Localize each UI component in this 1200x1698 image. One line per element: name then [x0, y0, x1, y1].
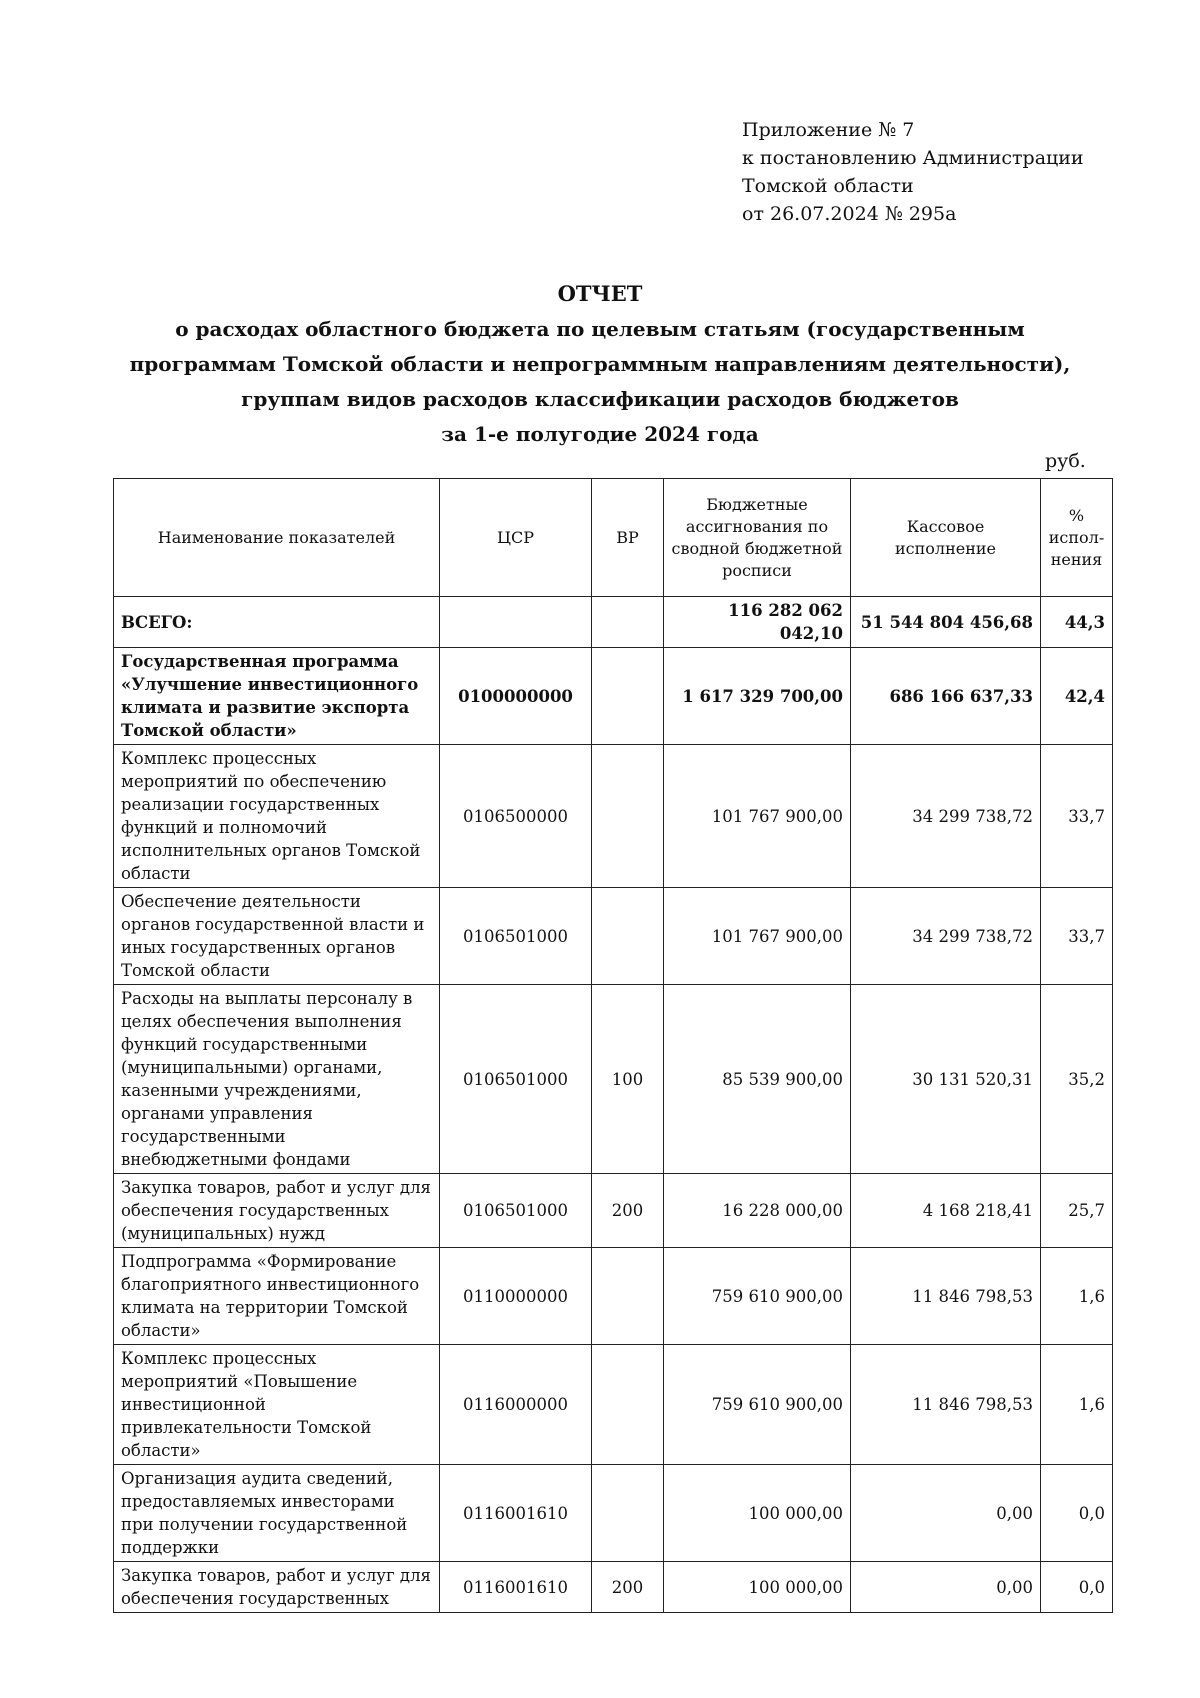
row-vr: 200: [592, 1562, 664, 1613]
table-row: [114, 985, 1113, 1174]
table-row: [114, 1248, 1113, 1345]
units-label: руб.: [1045, 450, 1086, 472]
row-cash: 0,00: [851, 1465, 1041, 1562]
table-row: [114, 1465, 1113, 1562]
row-pct: 1,6: [1041, 1248, 1113, 1345]
row-vr: 100: [592, 985, 664, 1174]
appendix-line-3: Томской области: [742, 175, 914, 197]
row-name: Закупка товаров, работ и услуг для обеспечения государственных: [114, 1562, 440, 1613]
row-csr: 0116001610: [440, 1465, 592, 1562]
row-name: Расходы на выплаты персоналу в целях обеспечения выполнения функций государственными (муниципальными) органами, казенными учреждениями, органами управления государственными внебюджетными фондами: [114, 985, 440, 1174]
row-vr: [592, 745, 664, 888]
row-budget: 759 610 900,00: [664, 1345, 851, 1465]
header-pct: % испол-нения: [1041, 479, 1113, 597]
row-name: Комплекс процессных мероприятий по обеспечению реализации государственных функций и полномочий исполнительных органов Томской области: [114, 745, 440, 888]
row-csr: 0100000000: [440, 648, 592, 745]
row-vr: 200: [592, 1174, 664, 1248]
row-cash: 4 168 218,41: [851, 1174, 1041, 1248]
row-csr: 0106501000: [440, 985, 592, 1174]
row-vr: [592, 888, 664, 985]
row-csr: 0116000000: [440, 1345, 592, 1465]
header-vr: ВР: [592, 479, 664, 597]
table-header-row: [114, 479, 1113, 597]
row-budget: 759 610 900,00: [664, 1248, 851, 1345]
row-pct: 0,0: [1041, 1465, 1113, 1562]
row-pct: 0,0: [1041, 1562, 1113, 1613]
table-row: [114, 745, 1113, 888]
appendix-line-2: к постановлению Администрации: [742, 147, 1084, 169]
report-title-line-1: о расходах областного бюджета по целевым статьям (государственным: [175, 317, 1025, 341]
row-budget: 85 539 900,00: [664, 985, 851, 1174]
row-vr: [592, 1345, 664, 1465]
row-csr: [440, 597, 592, 648]
row-pct: 33,7: [1041, 888, 1113, 985]
row-name: Организация аудита сведений, предоставляемых инвесторами при получении государственной поддержки: [114, 1465, 440, 1562]
row-name: Комплекс процессных мероприятий «Повышение инвестиционной привлекательности Томской области»: [114, 1345, 440, 1465]
row-csr: 0116001610: [440, 1562, 592, 1613]
table-row: [114, 597, 1113, 648]
table-row: [114, 1562, 1113, 1613]
row-pct: 25,7: [1041, 1174, 1113, 1248]
row-budget: 101 767 900,00: [664, 745, 851, 888]
row-budget: 100 000,00: [664, 1562, 851, 1613]
row-budget: 100 000,00: [664, 1465, 851, 1562]
row-csr: 0110000000: [440, 1248, 592, 1345]
row-name: Обеспечение деятельности органов государственной власти и иных государственных органов Томской области: [114, 888, 440, 985]
header-budget: Бюджетные ассигнования по сводной бюджетной росписи: [664, 479, 851, 597]
row-vr: [592, 1465, 664, 1562]
table-row: [114, 1174, 1113, 1248]
row-pct: 33,7: [1041, 745, 1113, 888]
row-cash: 30 131 520,31: [851, 985, 1041, 1174]
row-name: Государственная программа «Улучшение инвестиционного климата и развитие экспорта Томской области»: [114, 648, 440, 745]
header-cash: Кассовое исполнение: [851, 479, 1041, 597]
report-table: [113, 478, 1113, 1613]
row-pct: 44,3: [1041, 597, 1113, 648]
row-csr: 0106501000: [440, 888, 592, 985]
appendix-block: [742, 116, 1084, 228]
row-pct: 1,6: [1041, 1345, 1113, 1465]
row-cash: 34 299 738,72: [851, 745, 1041, 888]
row-budget: 1 617 329 700,00: [664, 648, 851, 745]
row-vr: [592, 1248, 664, 1345]
report-title-line-3: группам видов расходов классификации расходов бюджетов: [241, 387, 959, 411]
row-budget: 101 767 900,00: [664, 888, 851, 985]
row-vr: [592, 648, 664, 745]
row-pct: 42,4: [1041, 648, 1113, 745]
table-row: [114, 648, 1113, 745]
row-name: ВСЕГО:: [114, 597, 440, 648]
row-csr: 0106500000: [440, 745, 592, 888]
row-cash: 51 544 804 456,68: [851, 597, 1041, 648]
row-cash: 686 166 637,33: [851, 648, 1041, 745]
row-name: Подпрограмма «Формирование благоприятного инвестиционного климата на территории Томской области»: [114, 1248, 440, 1345]
table-row: [114, 1345, 1113, 1465]
row-cash: 0,00: [851, 1562, 1041, 1613]
report-title-main: ОТЧЕТ: [557, 281, 643, 306]
row-budget: 116 282 062 042,10: [664, 597, 851, 648]
row-cash: 11 846 798,53: [851, 1248, 1041, 1345]
report-title-line-4: за 1-е полугодие 2024 года: [441, 422, 759, 446]
report-title: [60, 276, 1140, 452]
header-csr: ЦСР: [440, 479, 592, 597]
appendix-line-1: Приложение № 7: [742, 119, 915, 141]
table-row: [114, 888, 1113, 985]
row-vr: [592, 597, 664, 648]
row-name: Закупка товаров, работ и услуг для обеспечения государственных (муниципальных) нужд: [114, 1174, 440, 1248]
row-pct: 35,2: [1041, 985, 1113, 1174]
row-cash: 11 846 798,53: [851, 1345, 1041, 1465]
row-csr: 0106501000: [440, 1174, 592, 1248]
row-budget: 16 228 000,00: [664, 1174, 851, 1248]
row-cash: 34 299 738,72: [851, 888, 1041, 985]
header-name: Наименование показателей: [114, 479, 440, 597]
report-title-line-2: программам Томской области и непрограммным направлениям деятельности),: [129, 352, 1071, 376]
appendix-line-4: от 26.07.2024 № 295а: [742, 203, 957, 225]
